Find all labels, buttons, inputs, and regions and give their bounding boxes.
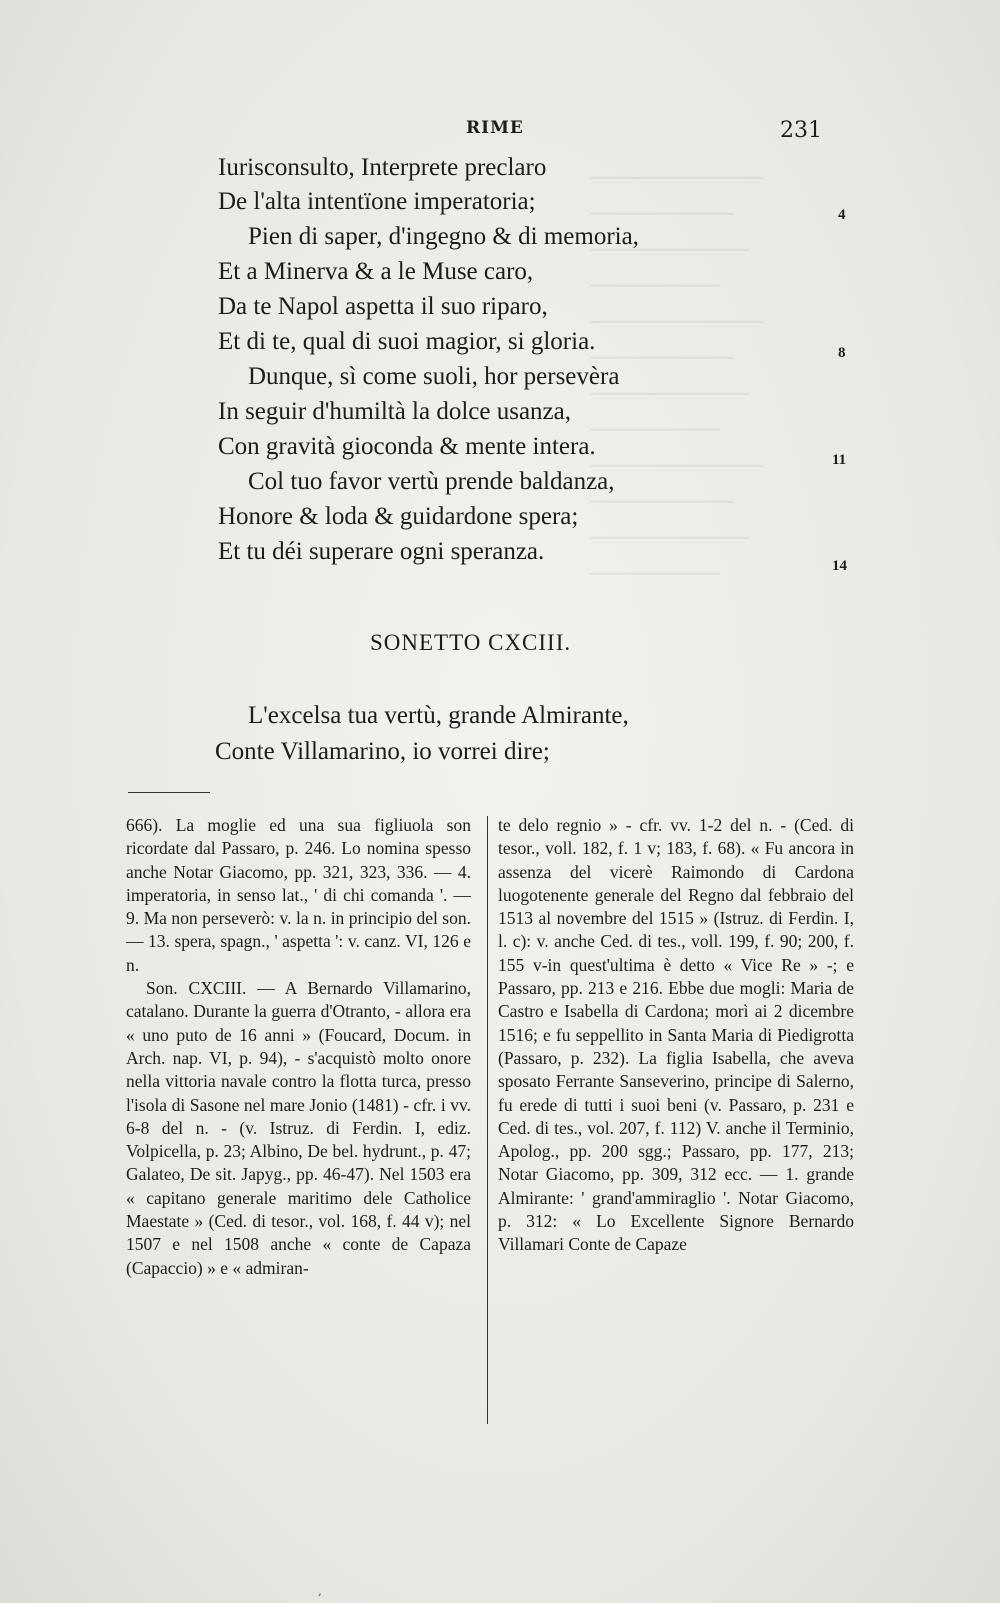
page-number: 231: [780, 118, 822, 143]
show-through-texture: ──────────── ────────── ─────────── ───────── ──────────── ────────── ─────────── ───────── ──────────── ────────── ─────────── ─────────: [590, 164, 764, 588]
note-paragraph: te delo regnio » - cfr. vv. 1-2 del n. - (Ced. di tesor., voll. 182, f. 1 v; 183, f. 68). « Fu ancora in assenza del vicerè Raimondo di Cardona luogotenente generale del Regno dal febbraio del 1513 al novembre del 1515 » (Istruz. di Ferdin. I, l. c): v. anche Ced. di tes., voll. 199, f. 90; 200, f. 155 v-in quest'ultima è detto « Vice Re » -; e Passaro, pp. 213 e 216. Ebbe due mogli: Maria de Castro e Isabella di Cardona; morì ai 2 dicembre 1516; e fu seppellito in Santa Maria di Piedigrotta (Passaro, p. 232). La figlia Isabella, che aveva sposato Ferrante Sanseverino, principe di Salerno, fu erede di tutti i suoi beni (v. Passaro, p. 231 e Ced. di tes., vol. 207, f. 112) V. anche il Terminio, Apolog., pp. 200 sgg.; Passaro, pp. 177, 213; Notar Giacomo, pp. 309, 312 ecc. — 1. grande Almirante: ' grand'ammiraglio '. Notar Giacomo, p. 312: « Lo Excellente Signore Bernardo Villamari Conte de Capaze: [498, 815, 854, 1255]
verse-line: De l'alta intentïone imperatoria;: [218, 188, 536, 215]
line-number: 8: [838, 345, 846, 361]
verse-line: Dunque, sì come suoli, hor persevèra: [248, 363, 620, 390]
verse-line: In seguir d'humiltà la dolce usanza,: [218, 398, 572, 425]
sonnet-heading: SONETTO CXCIII.: [370, 630, 572, 655]
note-paragraph: Son. CXCIII. — A Bernardo Villamarino, catalano. Durante la guerra d'Otranto, - allora era « uno puto de 16 anni » (Foucard, Docum. in Arch. nap. VI, p. 94), - s'acquistò molto onore nella vittoria navale contro la flotta turca, presso l'isola di Sasone nel mare Jonio (1481) - cfr. i vv. 6-8 del n. - (v. Istruz. di Ferdin. I, ediz. Volpicella, p. 23; Albino, De bel. hydrunt., p. 47; Galateo, De sit. Japyg., pp. 46-47). Nel 1503 era « capitano generale maritimo dele Catholice Maestate » (Ced. di tesor., vol. 168, f. 44 v); nel 1507 e nel 1508 anche « conte de Capaza (Capaccio) » e « admiran-: [126, 978, 471, 1278]
verse-line: L'excelsa tua vertù, grande Almirante,: [248, 702, 629, 729]
verse-line: Et tu déi superare ogni speranza.: [218, 538, 545, 565]
notes-column-right: [498, 814, 854, 1257]
line-number: 11: [832, 452, 847, 468]
notes-column-left: [126, 814, 471, 1280]
column-divider: [487, 816, 488, 1424]
verse-line: Et a Minerva & a le Muse caro,: [218, 258, 534, 285]
line-number: 14: [832, 558, 847, 574]
verse-line: Conte Villamarino, io vorrei dire;: [215, 738, 550, 765]
verse-line: Con gravità gioconda & mente intera.: [218, 433, 596, 460]
verse-line: Iurisconsulto, Interprete preclaro: [218, 154, 547, 181]
note-paragraph: 666). La moglie ed una sua figliuola son ricordate dal Passaro, p. 246. Lo nomina spesso anche Notar Giacomo, pp. 321, 323, 336. — 4. imperatoria, in senso lat., ' di chi comanda '. — 9. Ma non perseverò: v. la n. in principio del son. — 13. spera, spagn., ' aspetta ': v. canz. VI, 126 e n.: [126, 815, 471, 975]
running-head: [0, 118, 1000, 148]
page-speck: ,: [318, 1584, 322, 1598]
running-title: RIME: [466, 118, 524, 138]
verse-line: Col tuo favor vertù prende baldanza,: [248, 468, 615, 495]
line-number: 4: [838, 207, 846, 223]
verse-line: Pien di saper, d'ingegno & di memoria,: [248, 223, 639, 250]
verse-line: Da te Napol aspetta il suo riparo,: [218, 293, 548, 320]
verse-line: Et di te, qual di suoi magior, si gloria.: [218, 328, 596, 355]
verse-line: Honore & loda & guidardone spera;: [218, 503, 579, 530]
footnote-rule: [128, 792, 210, 793]
